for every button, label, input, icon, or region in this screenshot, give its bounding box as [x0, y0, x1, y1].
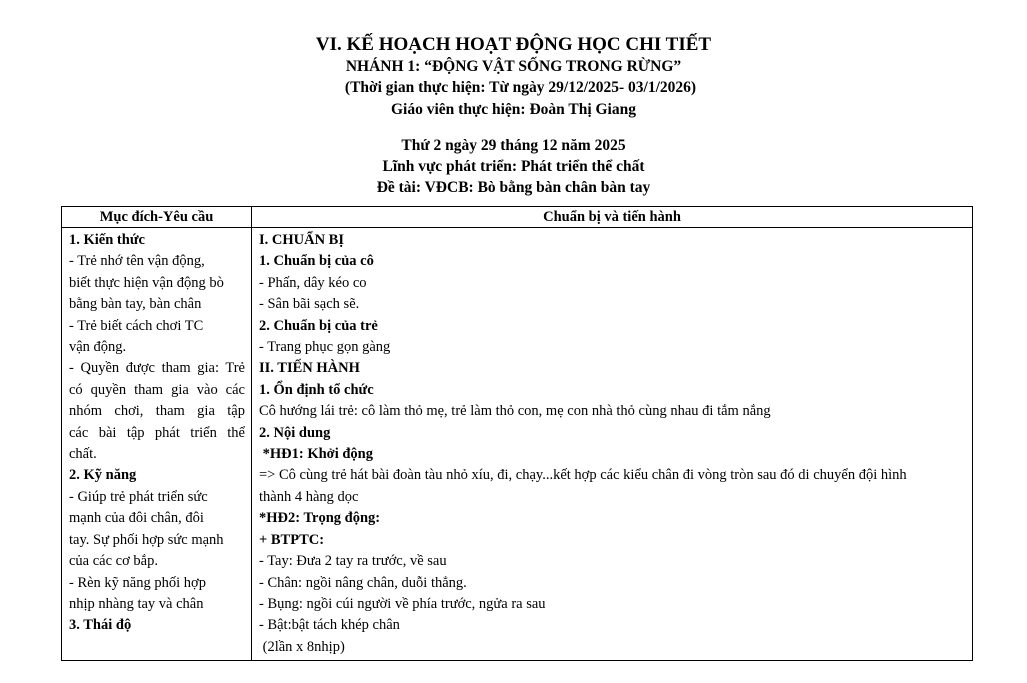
text-line: nhịp nhàng tay và chân: [69, 595, 204, 612]
text-line: có quyền tham gia vào các: [69, 381, 245, 398]
teacher-name: Giáo viên thực hiện: Đoàn Thị Giang: [390, 101, 636, 118]
branch-title: NHÁNH 1: “ĐỘNG VẬT SỐNG TRONG RỪNG”: [345, 58, 682, 75]
heading-teacher-prep: 1. Chuẩn bị của cô: [259, 253, 374, 270]
text-line: bằng bàn tay, bàn chân: [69, 296, 202, 313]
text-line: - Rèn kỹ năng phối hợp: [69, 574, 206, 591]
text-line: - Giúp trẻ phát triển sức: [69, 488, 208, 505]
heading-stabilize: 1. Ổn định tổ chức: [259, 381, 374, 398]
table-body-row: [62, 228, 973, 661]
preparation-cell: [252, 228, 973, 661]
heading-content: 2. Nội dung: [259, 424, 331, 441]
heading-warmup: *HĐ1: Khởi động: [259, 446, 373, 463]
text-line: thành 4 hàng dọc: [259, 488, 359, 505]
exercise-item: - Tay: Đưa 2 tay ra trước, về sau: [259, 553, 447, 570]
development-field: Lĩnh vực phát triển: Phát triển thể chất: [382, 158, 645, 175]
lesson-topic: Đề tài: VĐCB: Bò bằng bàn chân bàn tay: [376, 179, 651, 196]
text-line: - Trẻ biết cách chơi TC: [69, 317, 204, 334]
text-line: => Cô cùng trẻ hát bài đoàn tàu nhỏ xíu, đi, chạy...kết hợp các kiểu chân đi vòng tròn sau đó di chuyển đội hình: [259, 467, 907, 484]
exercise-item: - Bật:bật tách khép chân: [259, 617, 400, 634]
text-line: chất.: [69, 446, 97, 463]
heading-child-prep: 2. Chuẩn bị của trẻ: [259, 317, 378, 334]
header-spacer: [0, 121, 1027, 135]
column-header-preparation: Chuẩn bị và tiến hành: [252, 207, 973, 228]
text-line: nhóm chơi, tham gia tập: [69, 403, 245, 420]
text-line: - Trẻ nhớ tên vận động,: [69, 253, 205, 270]
heading-attitude: 3. Thái độ: [69, 617, 132, 634]
column-header-objectives: Mục đích-Yêu cầu: [62, 207, 252, 228]
text-line: - Sân bãi sạch sẽ.: [259, 296, 360, 313]
heading-main-activity: *HĐ2: Trọng động:: [259, 510, 381, 527]
text-line: biết thực hiện vận động bò: [69, 274, 224, 291]
text-line: các bài tập phát triển thể: [69, 424, 245, 441]
exercise-item: - Bụng: ngồi cúi người về phía trước, ngửa ra sau: [259, 595, 546, 612]
text-line: mạnh của đôi chân, đôi: [69, 510, 204, 527]
table-header-row: [62, 207, 973, 228]
exercise-item: - Chân: ngồi nâng chân, duỗi thẳng.: [259, 574, 467, 591]
text-line: vận động.: [69, 339, 127, 356]
heading-preparation: I. CHUẨN BỊ: [259, 232, 344, 248]
text-line: - Phấn, dây kéo co: [259, 274, 367, 291]
lesson-plan-table: [61, 206, 973, 661]
time-period: (Thời gian thực hiện: Từ ngày 29/12/2025- 03/1/2026): [344, 79, 697, 96]
lesson-plan-header: [0, 34, 1027, 198]
heading-skills: 2. Kỹ năng: [69, 467, 137, 484]
exercise-repetition: (2lần x 8nhịp): [259, 638, 345, 655]
heading-process: II. TIẾN HÀNH: [259, 360, 360, 377]
lesson-date: Thứ 2 ngày 29 tháng 12 năm 2025: [401, 137, 626, 154]
text-line: Cô hướng lái trẻ: cô làm thỏ mẹ, trẻ làm thỏ con, mẹ con nhà thỏ cùng nhau đi tắm nắng: [259, 403, 771, 420]
heading-knowledge: 1. Kiến thức: [69, 232, 145, 248]
heading-exercises: + BTPTC:: [259, 531, 325, 548]
text-line: tay. Sự phối hợp sức mạnh: [69, 531, 224, 548]
objectives-cell: [62, 228, 252, 661]
text-line: - Trang phục gọn gàng: [259, 339, 391, 356]
document-title: VI. KẾ HOẠCH HOẠT ĐỘNG HỌC CHI TIẾT: [315, 34, 712, 55]
text-line: của các cơ bắp.: [69, 553, 158, 570]
text-line: - Quyền được tham gia: Trẻ: [69, 360, 245, 377]
